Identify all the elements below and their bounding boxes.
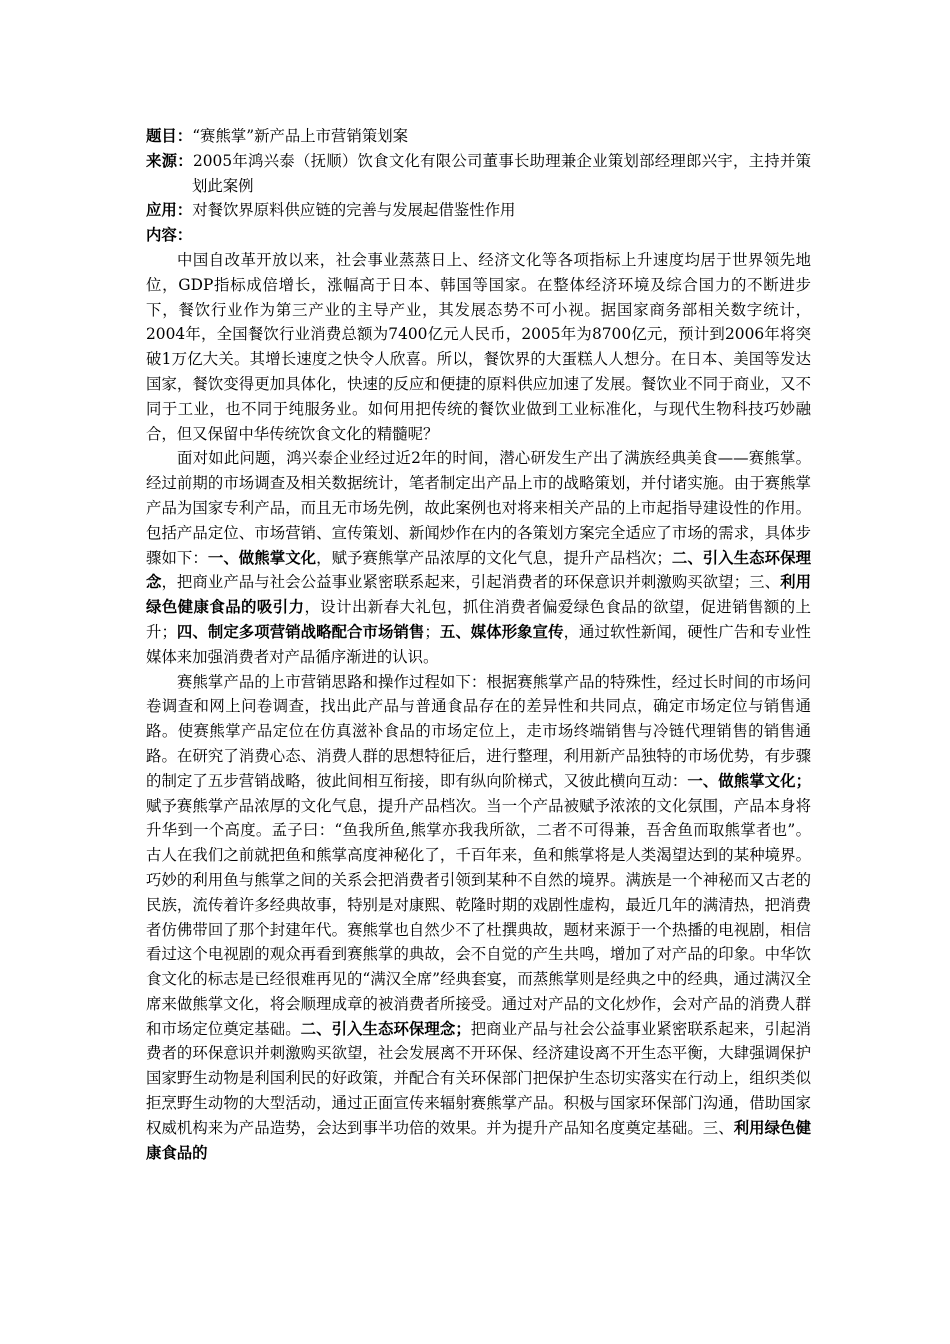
p2-bold-2: 二、引入生态环保理念 — [146, 548, 811, 592]
p3-text-c: 赋予赛熊掌产品浓厚的文化气息，提升产品档次。当一个产品被赋予浓浓的文化氛围，产品本身将升华到一个高度。孟子曰：“鱼我所鱼,熊掌亦我我所欲，二者不可得兼，吾舍鱼而取熊掌者也”。古人在我们之前就把鱼和熊掌高度神秘化了，千百年来，鱼和熊掌将是人类渴望达到的某种境界。巧妙的利用鱼与熊掌之间的关系会把消费者引领到某种不自然的境界。满族是一个神秘而又古老的民族，流传着许多经典故事，特别是对康熙、乾隆时期的戏剧性虚构，最近几年的满清热，把消费者仿佛带回了那个封建年代。赛熊掌也自然少不了杜撰典故，题材来源于一个热播的电视剧，相信看过这个电视剧的观众再看到赛熊掌的典故，会不自觉的产生共鸣，增加了对产品的印象。中华饮食文化的标志是已经很难再见的“满汉全席”经典套宴，而蒸熊掌则是经典之中的经典，通过满汉全席来做熊掌文化，将会顺理成章的被消费者所接受。通过对产品的文化炒作，会对产品的消费人群和市场定位奠定基础。 — [146, 796, 811, 1038]
paragraph-1: 中国自改革开放以来，社会事业蒸蒸日上、经济文化等各项指标上升速度均居于世界领先地位，GDP指标成倍增长，涨幅高于日本、韩国等国家。在整体经济环境及综合国力的不断进步下，餐饮行业作为第三产业的主导产业，其发展态势不可小视。据国家商务部相关数字统计，2004年，全国餐饮行业消费总额为7400亿元人民币，2005年为8700亿元，预计到2006年将突破1万亿大关。其增长速度之快令人欣喜。所以，餐饮界的大蛋糕人人想分。在日本、美国等发达国家，餐饮变得更加具体化，快速的反应和便捷的原料供应加速了发展。餐饮业不同于商业，又不同于工业，也不同于纯服务业。如何用把传统的餐饮业做到工业标准化，与现代生物科技巧妙融合，但又保留中华传统饮食文化的精髓呢？ — [146, 250, 811, 443]
p3-bold-2: 二、引入生态环保理念； — [300, 1019, 471, 1038]
p2-text-c: ，赋予赛熊掌产品浓厚的文化气息，提升产品档次； — [316, 548, 672, 567]
p2-bold-5: 五、媒体形象宣传 — [439, 622, 564, 641]
p2-text-d: ，把商业产品与社会公益事业紧密联系起来，引起消费者的环保意识并刺激购买欲望；三、 — [161, 573, 781, 592]
source-value: 2005年鸿兴泰（抚顺）饮食文化有限公司董事长助理兼企业策划部经理郎兴宇，主持并策划此案例 — [192, 151, 811, 195]
paragraph-2 — [146, 446, 811, 669]
document-page — [146, 124, 811, 1165]
application-value: 对餐饮界原料供应链的完善与发展起借鉴性作用 — [192, 201, 516, 220]
source-line — [146, 149, 811, 199]
p3-text-d: 把商业产品与社会公益事业紧密联系起来，引起消费者的环保意识并刺激购买欲望，社会发展离不开环保、经济建设离不开生态平衡，大肆强调保护国家野生动物是利国利民的好政策，并配合有关环保部门把保护生态切实落实在行动上，组织类似拒烹野生动物的大型活动，通过正面宣传来辐射赛熊掌产品。积极与国家环保部门沟通，借助国家权威机构来为产品造势，会达到事半功倍的效果。并为提升产品知名度奠定基础。三、 — [146, 1019, 811, 1137]
content-line — [146, 223, 811, 248]
p2-text-e: ，设计出新春大礼包，抓住消费者偏爱绿色食品的欲望，促进销售额的上升； — [146, 598, 811, 641]
title-line — [146, 124, 811, 149]
p2-text-g: ，通过软性新闻，硬性广告和专业性媒体来加强消费者对产品循序渐进的认识。 — [146, 622, 811, 666]
p3-bold-3: 利用绿色健康食品的 — [146, 1118, 811, 1162]
title-value: “赛熊掌”新产品上市营销策划案 — [192, 127, 409, 145]
p3-text-a: 赛熊掌产品的上市营销思路和操作过程如下：根据赛熊掌产品的特殊性，经过长时间的市场问卷调查和网上问卷调查，找出此产品与普通食品存在的差异性和共同点，确定市场定位与销售通路。使赛熊掌产品定位在仿真滋补食品的市场定位上，走市场终端销售与冷链代理销售的销售通路。在研究了消费心态、消费人群的思想特征后，进行整理，利用新产品独特的市场优势，有步骤的制定了五步营销战略，彼此间相互衔接，即有纵向阶梯式，又彼此横向互动： — [146, 672, 811, 790]
p2-bold-3: 利用绿色健康食品的吸引力 — [146, 573, 811, 617]
p2-text-a: 面对如此问题，鸿兴泰企业经过近2年的时间，潜心研发生产出了满族经典美食——赛熊掌。经过前期的市场调查及相关数据统计，笔者制定出产品上市的战略策划，并付诸实施。由于赛熊掌产品为国家专利产品，而且无市场先例，故此案例也对将来相关产品的上市起指导建设性的作用。包括产品定位、市场营销、宣传策划、新闻炒作在内的各策划方案完全适应了市场的需求，具体步骤如下： — [146, 449, 811, 567]
p2-bold-1: 一、做熊掌文化 — [207, 548, 317, 567]
application-line — [146, 198, 811, 223]
application-label: 应用： — [146, 201, 193, 220]
p2-text-f: ； — [424, 622, 440, 641]
source-label: 来源： — [146, 151, 193, 170]
p3-bold-1: 一、做熊掌文化； — [687, 771, 811, 790]
content-label: 内容： — [146, 226, 193, 245]
title-label: 题目： — [146, 127, 193, 145]
p2-bold-4: 四、制定多项营销战略配合市场销售 — [176, 622, 425, 641]
paragraph-3 — [146, 670, 811, 1166]
